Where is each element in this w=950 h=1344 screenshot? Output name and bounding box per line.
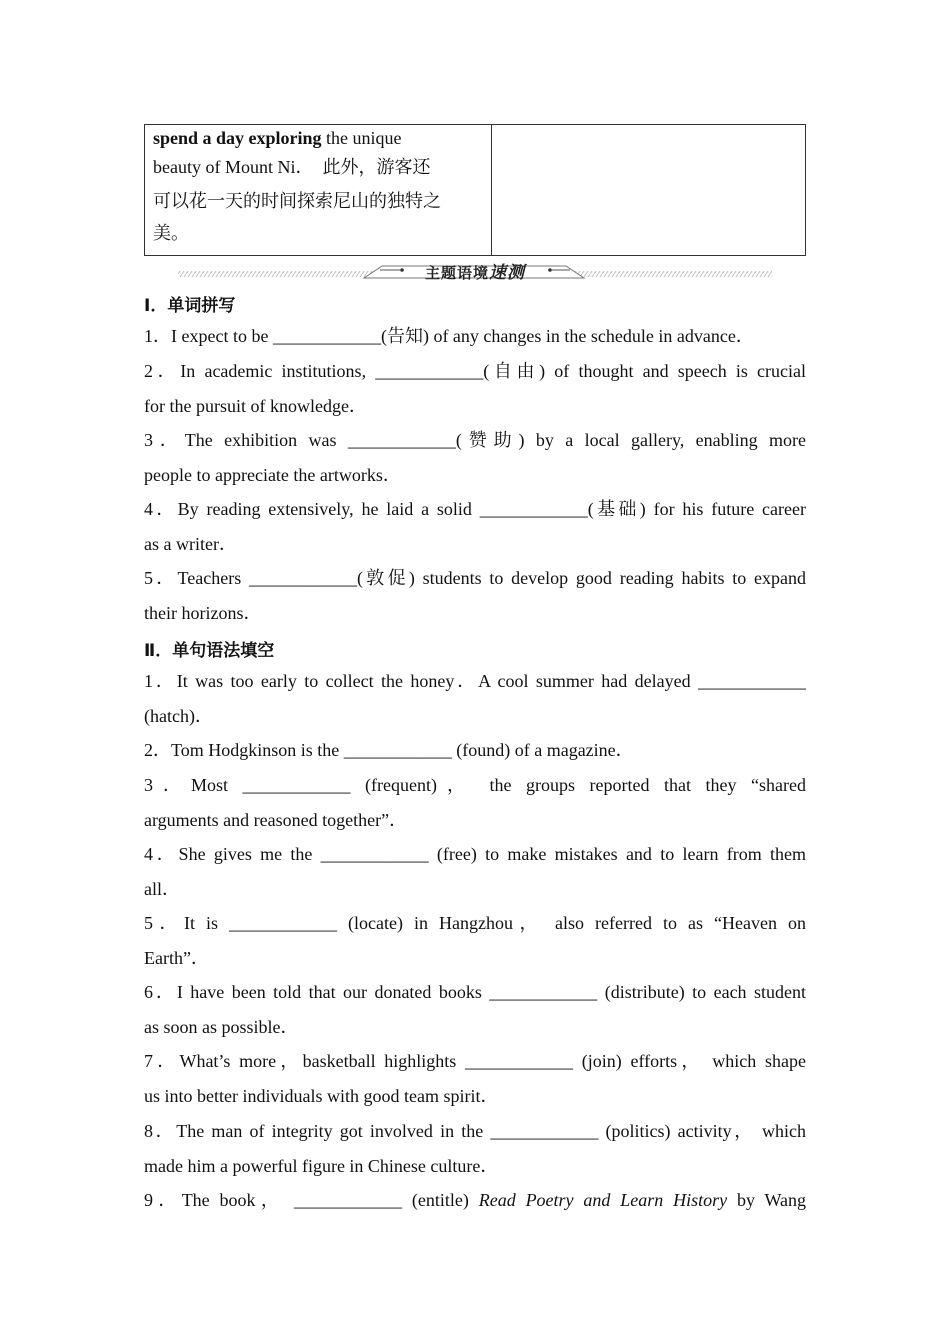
- s1-item-1: [144, 319, 806, 354]
- s2-item-3-line1: 3．Most ____________ (frequent)， the groups reported that they “shared: [144, 775, 806, 795]
- s1-item-2-line1: 2．In academic institutions, ____________(自由) of thought and speech is crucial: [144, 361, 806, 381]
- s2-item-4-line1: 4．She gives me the ____________ (free) to make mistakes and to learn from them: [144, 844, 806, 864]
- s2-item-5: [144, 906, 806, 975]
- banner-title-main: 主题语境: [424, 264, 489, 282]
- table-left-cell: [145, 125, 492, 256]
- s2-item-1-line2: (hatch)．: [144, 705, 213, 726]
- s1-item-2-line2: for the pursuit of knowledge．: [144, 395, 367, 416]
- s1-item-2: [144, 354, 806, 423]
- s1-item-5: [144, 561, 806, 630]
- s2-item-6-line2: as soon as possible．: [144, 1016, 299, 1037]
- s2-item-1: [144, 664, 806, 733]
- table-line-2: beauty of Mount Ni． 此外，游客还: [153, 157, 431, 177]
- s2-item-5-line1: 5．It is ____________ (locate) in Hangzhou， also referred to as “Heaven on: [144, 913, 806, 933]
- phrase-rest: the unique: [321, 128, 402, 148]
- s2-item-4-line2: all．: [144, 878, 180, 899]
- section-banner: [178, 256, 772, 282]
- s1-item-5-line2: their horizons．: [144, 602, 262, 623]
- s2-item-9-line1: [144, 1183, 806, 1218]
- table-line-4: 美。: [153, 223, 189, 243]
- s2-item-9-title: Read Poetry and Learn History: [478, 1190, 728, 1210]
- section2-heading: Ⅱ．单句语法填空: [144, 641, 275, 661]
- s2-item-3: [144, 768, 806, 837]
- bold-phrase: spend a day exploring: [153, 128, 322, 148]
- s2-item-2-text: 2．Tom Hodgkinson is the ____________ (found) of a magazine．: [144, 740, 634, 760]
- s2-item-8: [144, 1114, 806, 1183]
- s1-item-1-text: 1．I expect to be ____________(告知) of any changes in the schedule in advance．: [144, 326, 754, 346]
- banner-title-emph: 速测: [489, 263, 525, 283]
- vocab-table: [144, 124, 806, 256]
- section1-heading: Ⅰ．单词拼写: [144, 296, 236, 316]
- s2-item-9-start: 9．The book， ____________ (entitle): [144, 1190, 479, 1210]
- s2-item-7-line1: 7．What’s more，basketball highlights ____________ (join) efforts， which shape: [144, 1051, 806, 1071]
- s2-item-1-line1: 1．It was too early to collect the honey．A cool summer had delayed ____________: [144, 671, 806, 691]
- s1-item-5-line1: 5．Teachers ____________(敦促) students to develop good reading habits to expand: [144, 568, 806, 588]
- s2-item-7-line2: us into better individuals with good team spirit．: [144, 1085, 499, 1106]
- s2-item-4: [144, 837, 806, 906]
- s2-item-2: [144, 733, 806, 768]
- table-line-1: [153, 125, 483, 151]
- s2-item-8-line1: 8．The man of integrity got involved in the ____________ (politics) activity， which: [144, 1121, 806, 1141]
- s1-item-3: [144, 423, 806, 492]
- s2-item-3-line2: arguments and reasoned together”．: [144, 809, 408, 830]
- table-right-cell: [492, 125, 806, 256]
- table-line-3: 可以花一天的时间探索尼山的独特之: [153, 190, 441, 211]
- s2-item-7: [144, 1044, 806, 1113]
- s2-item-8-line2: made him a powerful figure in Chinese culture．: [144, 1155, 499, 1176]
- s2-item-5-line2: Earth”．: [144, 947, 209, 968]
- s1-item-4: [144, 492, 806, 561]
- s1-item-4-line1: 4．By reading extensively, he laid a solid ____________(基础) for his future career: [144, 499, 806, 519]
- s2-item-6: [144, 975, 806, 1044]
- s2-item-9: [144, 1183, 806, 1218]
- s2-item-6-line1: 6．I have been told that our donated books ____________ (distribute) to each student: [144, 982, 806, 1002]
- s1-item-3-line2: people to appreciate the artworks．: [144, 464, 401, 485]
- banner-title: [178, 258, 772, 283]
- s1-item-4-line2: as a writer．: [144, 533, 237, 554]
- s2-item-9-end: by Wang: [727, 1190, 806, 1210]
- s1-item-3-line1: 3．The exhibition was ____________(赞助) by a local gallery, enabling more: [144, 430, 806, 450]
